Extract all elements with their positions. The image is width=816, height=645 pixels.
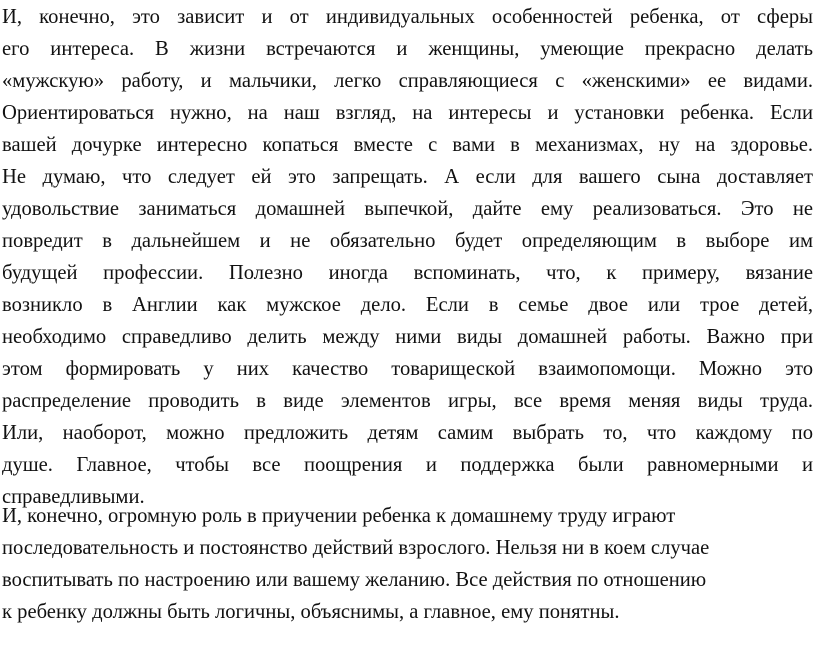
text-line: воспитывать по настроению или вашему желанию. Все действия по отношению xyxy=(2,569,707,591)
text-line: этом формировать у них качество товарищеской взаимопомощи. Можно это xyxy=(2,358,813,380)
text-line: И, конечно, огромную роль в приучении ребенка к домашнему труду играют xyxy=(2,505,676,527)
text-line: справедливыми. xyxy=(2,486,145,508)
text-line: распределение проводить в виде элементов игры, все время меняя виды труда. xyxy=(2,390,813,412)
text-line: душе. Главное, чтобы все поощрения и поддержка были равномерными и xyxy=(2,454,813,476)
text-line: его интереса. В жизни встречаются и женщины, умеющие прекрасно делать xyxy=(2,38,813,60)
text-line: «мужскую» работу, и мальчики, легко справляющиеся с «женскими» ее видами. xyxy=(2,70,813,92)
text-line: возникло в Англии как мужское дело. Если в семье двое или трое детей, xyxy=(2,294,813,316)
text-line: Или, наоборот, можно предложить детям самим выбрать то, что каждому по xyxy=(2,422,813,444)
text-line: будущей профессии. Полезно иногда вспоминать, что, к примеру, вязание xyxy=(2,262,813,284)
text-line: И, конечно, это зависит и от индивидуальных особенностей ребенка, от сферы xyxy=(2,6,813,28)
text-line: повредит в дальнейшем и не обязательно будет определяющим в выборе им xyxy=(2,230,813,252)
paragraph-1 xyxy=(2,1,813,513)
paragraph-2 xyxy=(2,500,813,628)
text-line: последовательность и постоянство действий взрослого. Нельзя ни в коем случае xyxy=(2,537,710,559)
text-line: Не думаю, что следует ей это запрещать. А если для вашего сына доставляет xyxy=(2,166,813,188)
text-line: необходимо справедливо делить между ними виды домашней работы. Важно при xyxy=(2,326,813,348)
text-line: удовольствие заниматься домашней выпечкой, дайте ему реализоваться. Это не xyxy=(2,198,813,220)
text-line: Ориентироваться нужно, на наш взгляд, на интересы и установки ребенка. Если xyxy=(2,102,813,124)
text-line: к ребенку должны быть логичны, объяснимы, а главное, ему понятны. xyxy=(2,601,620,623)
text-line: вашей дочурке интересно копаться вместе с вами в механизмах, ну на здоровье. xyxy=(2,134,813,156)
